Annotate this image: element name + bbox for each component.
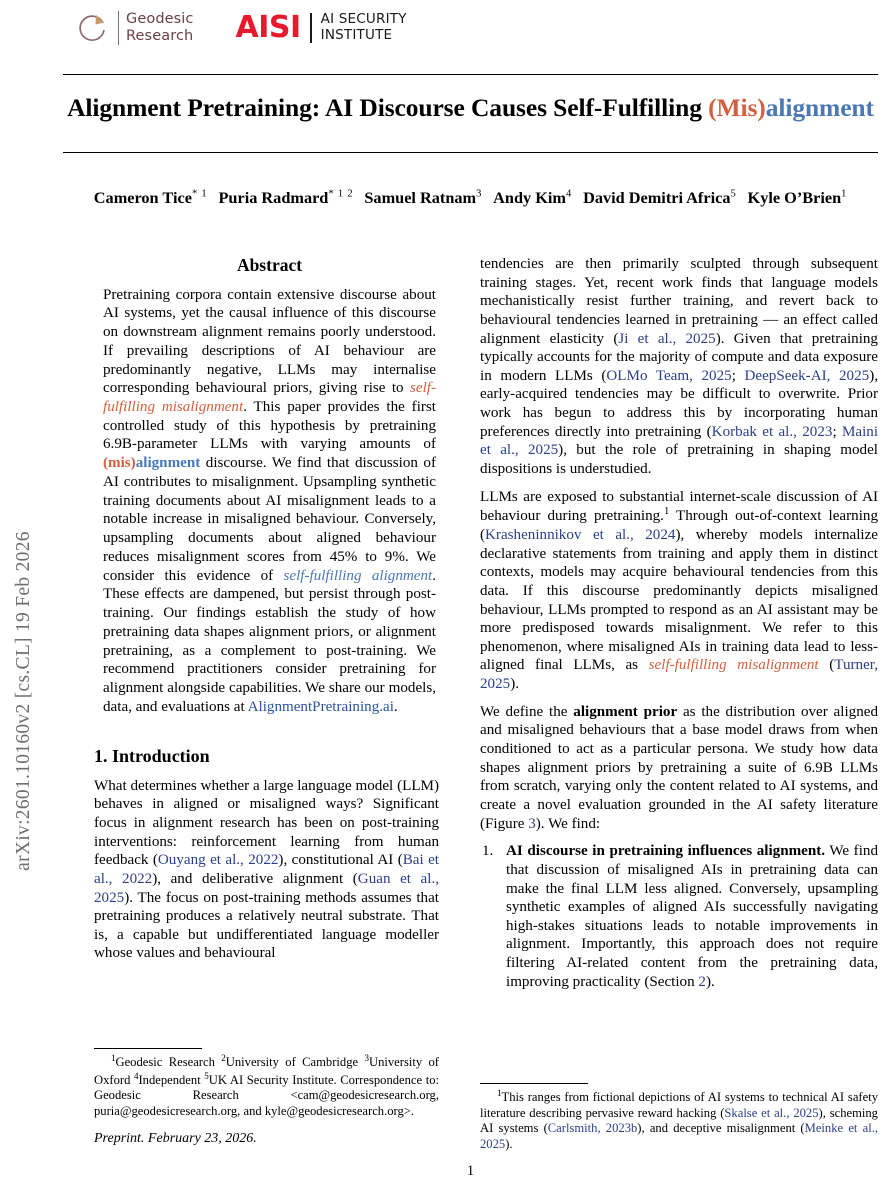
aisi-divider xyxy=(310,13,312,43)
abstract-text-6: . xyxy=(393,698,398,715)
affiliations-footnote xyxy=(94,1048,439,1120)
introduction-heading: 1. Introduction xyxy=(94,745,210,766)
circular-arrow-icon xyxy=(75,10,111,46)
affil-sup-2: 2 xyxy=(221,1053,226,1063)
right-paragraph-3 xyxy=(480,703,878,833)
affil-1: Geodesic Research xyxy=(115,1055,222,1070)
abstract-mis-token: (mis) xyxy=(103,455,136,472)
abstract-text-3: discourse. We find that discussion of AI contributes to misalignment. Upsampling synthetic training documents about AI misalignment leads to a notable increase in misaligned behaviour. Conversely, upsampling documents about aligned behaviour reduces misalignment scores from 45% to 9%. We consider this evidence of xyxy=(103,455,436,584)
footnote-1-sup: 1 xyxy=(497,1088,502,1098)
author-name: Kyle O’Brien xyxy=(747,188,842,207)
aisi-wordmark xyxy=(321,12,407,43)
right-paragraph-2 xyxy=(480,488,878,694)
section-reference-2[interactable]: 2 xyxy=(698,973,706,990)
page-title xyxy=(63,93,878,123)
author-list xyxy=(63,188,878,208)
correspondence-text: Correspondence to: Geodesic Research <cam@geodesicresearch.org, puria@geodesicresearch.org, and kyle@geodesicresearch.org>. xyxy=(94,1072,439,1119)
list-item xyxy=(480,842,878,991)
introduction-paragraph-1 xyxy=(94,777,439,963)
citation-bai[interactable]: Bai et al., 2022 xyxy=(94,852,439,887)
citation-deepseek[interactable]: DeepSeek-AI, 2025 xyxy=(744,367,870,384)
author-marks: * 1 2 xyxy=(328,188,354,200)
abstract-text-1: Pretraining corpora contain extensive discourse about AI systems, yet the causal influence of this discourse on downstream alignment remains poorly understood. If prevailing descriptions of AI behaviour are predominantly negative, LLMs may internalise corresponding behavioural priors, giving rise to xyxy=(103,286,436,397)
aisi-line-2: INSTITUTE xyxy=(320,27,393,43)
intro-text-1: What determines whether a large language model (LLM) behaves in aligned or misaligned ways? Significant focus in alignment research has been on post-training interventions: reinforcement learning from human feedback ( xyxy=(94,777,439,869)
finding-1-body-2: ). xyxy=(705,973,715,990)
list-item-number: 1. xyxy=(482,843,494,860)
intro-text-4: ). The focus on post-training methods assumes that pretraining produces a relatively neutral substrate. That is, a capable but undifferentiated language modeller whose values and behavioural xyxy=(94,889,439,962)
citation-carlsmith[interactable]: Carlsmith, 2023b xyxy=(547,1121,638,1136)
left-column xyxy=(94,255,439,963)
citation-krasheninnikov[interactable]: Krasheninnikov et al., 2024 xyxy=(485,527,676,543)
citation-ouyang[interactable]: Ouyang et al., 2022 xyxy=(157,852,279,869)
abstract-text-2: . This paper provides the first controlled study of this hypothesis by pretraining 6.9B-parameter LLMs with varying amounts of xyxy=(103,399,436,453)
affil-sup-1: 1 xyxy=(111,1053,116,1063)
author-marks: 5 xyxy=(730,188,737,200)
affil-3: University of Oxford xyxy=(94,1055,439,1087)
affil-2: University of Cambridge xyxy=(225,1055,365,1070)
author-name: Cameron Tice xyxy=(93,188,192,207)
citation-turner[interactable]: Turner, 2025 xyxy=(480,657,878,693)
author-name: David Demitri Africa xyxy=(583,188,731,207)
intro-text-2: ), constitutional AI ( xyxy=(278,852,403,869)
affil-sup-4: 4 xyxy=(133,1070,139,1081)
finding-1-title: AI discourse in pretraining influences alignment. xyxy=(506,843,826,860)
right-column xyxy=(480,255,878,997)
abstract-heading: Abstract xyxy=(236,255,303,275)
title-rule-bottom xyxy=(63,152,878,153)
footnote-1-part-3: ), and deceptive misalignment ( xyxy=(637,1121,805,1136)
footnote-rule-left xyxy=(94,1048,202,1049)
author-name: Samuel Ratnam xyxy=(364,188,477,207)
aisi-logo xyxy=(236,12,407,43)
affiliations-text xyxy=(94,1053,439,1120)
right2-text-4: ( xyxy=(818,657,835,674)
affil-sup-3: 3 xyxy=(364,1053,369,1063)
citation-guan[interactable]: Guan et al., 2025 xyxy=(94,870,439,906)
introduction-section xyxy=(94,745,439,964)
right2-text-1: LLMs are exposed to substantial internet-scale discussion of AI behaviour during pretraining. xyxy=(480,488,878,525)
abstract-text-4: . These effects are dampened, but persist through post-training. Our findings establish the study of how pretraining data shapes alignment priors, or xyxy=(103,567,436,640)
findings-list xyxy=(480,842,878,991)
right2-text-3: ), whereby models internalize declarative statements from training and apply them in distinct contexts, models may acquire behavioural tendencies from this data. If this discourse predominantly depicts misaligned behaviour, LLMs prompted to respond as an AI assistant may be more predisposed towards misalignment. We refer to this phenomenon, where misaligned AIs in training data lead to less-aligned final LLMs, as xyxy=(480,527,878,674)
footnote-1-block xyxy=(480,1083,878,1152)
right3-text-1: We define the xyxy=(480,703,574,720)
figure-reference-3[interactable]: 3 xyxy=(528,815,536,832)
right-text-3: ). Given that pretraining typically accounts for the majority of compute and data exposure in modern LLMs ( xyxy=(480,330,878,384)
footnote-marker-1[interactable]: 1 xyxy=(663,506,670,518)
right-text-1: tendencies are then primarily sculpted through subsequent training stages. Yet, recent work finds that language models mechanistically resist further training, and revert back to behavioural tendencies learned in pretraining — an effect called xyxy=(480,256,878,328)
emph-alignment-elasticity: alignment elasticity xyxy=(480,330,605,347)
finding-1-body-1: We find that discussion of misaligned AIs in pretraining data can make the final LLM less aligned. Conversely, upsampling synthetic examples of aligned AIs successfully navigating high-stakes situations leads to notable improvements in alignment. Importantly, this approach does not require filtering AI-related content from the pretraining data, improving practicality (Section xyxy=(506,843,878,990)
right2-text-2: Through out-of-context learning ( xyxy=(480,508,878,543)
right-text-2: ( xyxy=(604,330,619,347)
right-text-4: ; xyxy=(731,367,745,384)
author-name: Andy Kim xyxy=(493,188,566,207)
citation-korbak[interactable]: Korbak et al., 2023 xyxy=(711,423,833,440)
affil-5: UK AI Security Institute. xyxy=(208,1072,337,1087)
footnote-1-part-4: ). xyxy=(505,1136,513,1151)
footnote-1-text xyxy=(480,1088,878,1152)
page-number: 1 xyxy=(466,1163,475,1179)
author-marks: 3 xyxy=(476,188,483,200)
citation-maini[interactable]: Maini et al., 2025 xyxy=(480,423,879,459)
geodesic-line-1: Geodesic xyxy=(126,11,194,28)
right2-text-5: ). xyxy=(510,676,519,693)
right-text-5: ), early-acquired tendencies may be difficult to overwrite. Prior work has begun to address this by incorporating human preferences directly into pretraining ( xyxy=(480,367,878,440)
affil-4: Independent xyxy=(138,1072,205,1087)
term-alignment-prior: alignment prior xyxy=(573,703,678,720)
preprint-line: Preprint. February 23, 2026. xyxy=(94,1131,257,1146)
right3-text-2: as the distribution over aligned and misaligned behaviours that a base model draws from when conditioned to act as a particular persona. We study how data shapes alignment priors by pretraining a suite of 6.9B LLMs from scratch, varying only the content related to AI systems, and create a novel evaluation grounded in the AI safety literature (Figure xyxy=(480,703,878,832)
geodesic-research-logo xyxy=(75,10,194,46)
emph-self-fulfilling-misalignment: self-fulfilling misalignment xyxy=(648,657,819,674)
abstract-emph-alignment-pretraining: alignment pretraining xyxy=(103,623,436,659)
author-marks: 4 xyxy=(566,188,573,200)
citation-skalse[interactable]: Skalse et al., 2025 xyxy=(724,1105,819,1120)
citation-olmo[interactable]: OLMo Team, 2025 xyxy=(606,367,732,384)
aisi-mark: AISI xyxy=(235,10,301,45)
geodesic-line-2: Research xyxy=(126,28,194,44)
aisi-line-1: AI SECURITY xyxy=(320,11,407,28)
footnote-1-part-2: ), scheming AI systems ( xyxy=(480,1105,878,1136)
abstract-text-5: , as a complement to post-training. We recommend practitioners consider pretraining for alignment alongside capabilities. We share our models, data, and evaluations at xyxy=(103,642,436,715)
right-text-6: ; xyxy=(832,423,842,440)
right-text-7: ), but the role of pretraining in shaping model dispositions is understudied. xyxy=(480,442,878,478)
citation-meinke[interactable]: Meinke et al., 2025 xyxy=(480,1121,878,1151)
title-part-alignment: alignment xyxy=(765,93,874,122)
author-marks: 1 xyxy=(841,188,848,200)
arxiv-stamp-text: arXiv:2601.10160v2 [cs.CL] 19 Feb 2026 xyxy=(13,531,34,871)
abstract-section xyxy=(103,255,436,717)
affil-sup-5: 5 xyxy=(204,1070,209,1081)
abstract-emph-self-fulfilling-alignment: self-fulfilling alignment xyxy=(283,567,433,584)
title-part-mis: (Mis) xyxy=(708,93,766,122)
arxiv-stamp xyxy=(0,0,48,1200)
footnote-1-part-1: This ranges from fictional depictions of AI systems to technical AI safety literature describing pervasive reward hacking ( xyxy=(480,1090,878,1120)
abstract-body xyxy=(103,286,436,717)
citation-ji[interactable]: Ji et al., 2025 xyxy=(618,330,716,347)
title-part-main: Alignment Pretraining: AI Discourse Causes Self-Fulfilling xyxy=(67,93,709,122)
abstract-project-link[interactable]: AlignmentPretraining.ai xyxy=(247,698,394,715)
logo-bar xyxy=(75,4,407,52)
author-name: Puria Radmard xyxy=(218,188,329,207)
author-marks: * 1 xyxy=(191,188,208,200)
intro-text-3: ), and deliberative alignment ( xyxy=(152,870,358,887)
paper-page xyxy=(55,0,886,1200)
abstract-alignment-token: alignment xyxy=(135,455,201,472)
right3-text-3: ). We find: xyxy=(535,815,601,832)
title-rule-top xyxy=(63,74,878,75)
footnote-rule-right xyxy=(480,1083,588,1084)
abstract-emph-self-fulfilling-misalignment: self-fulfilling misalignment xyxy=(103,380,436,416)
right-paragraph-1 xyxy=(480,255,878,479)
geodesic-wordmark xyxy=(126,11,194,45)
geodesic-divider xyxy=(118,11,119,45)
